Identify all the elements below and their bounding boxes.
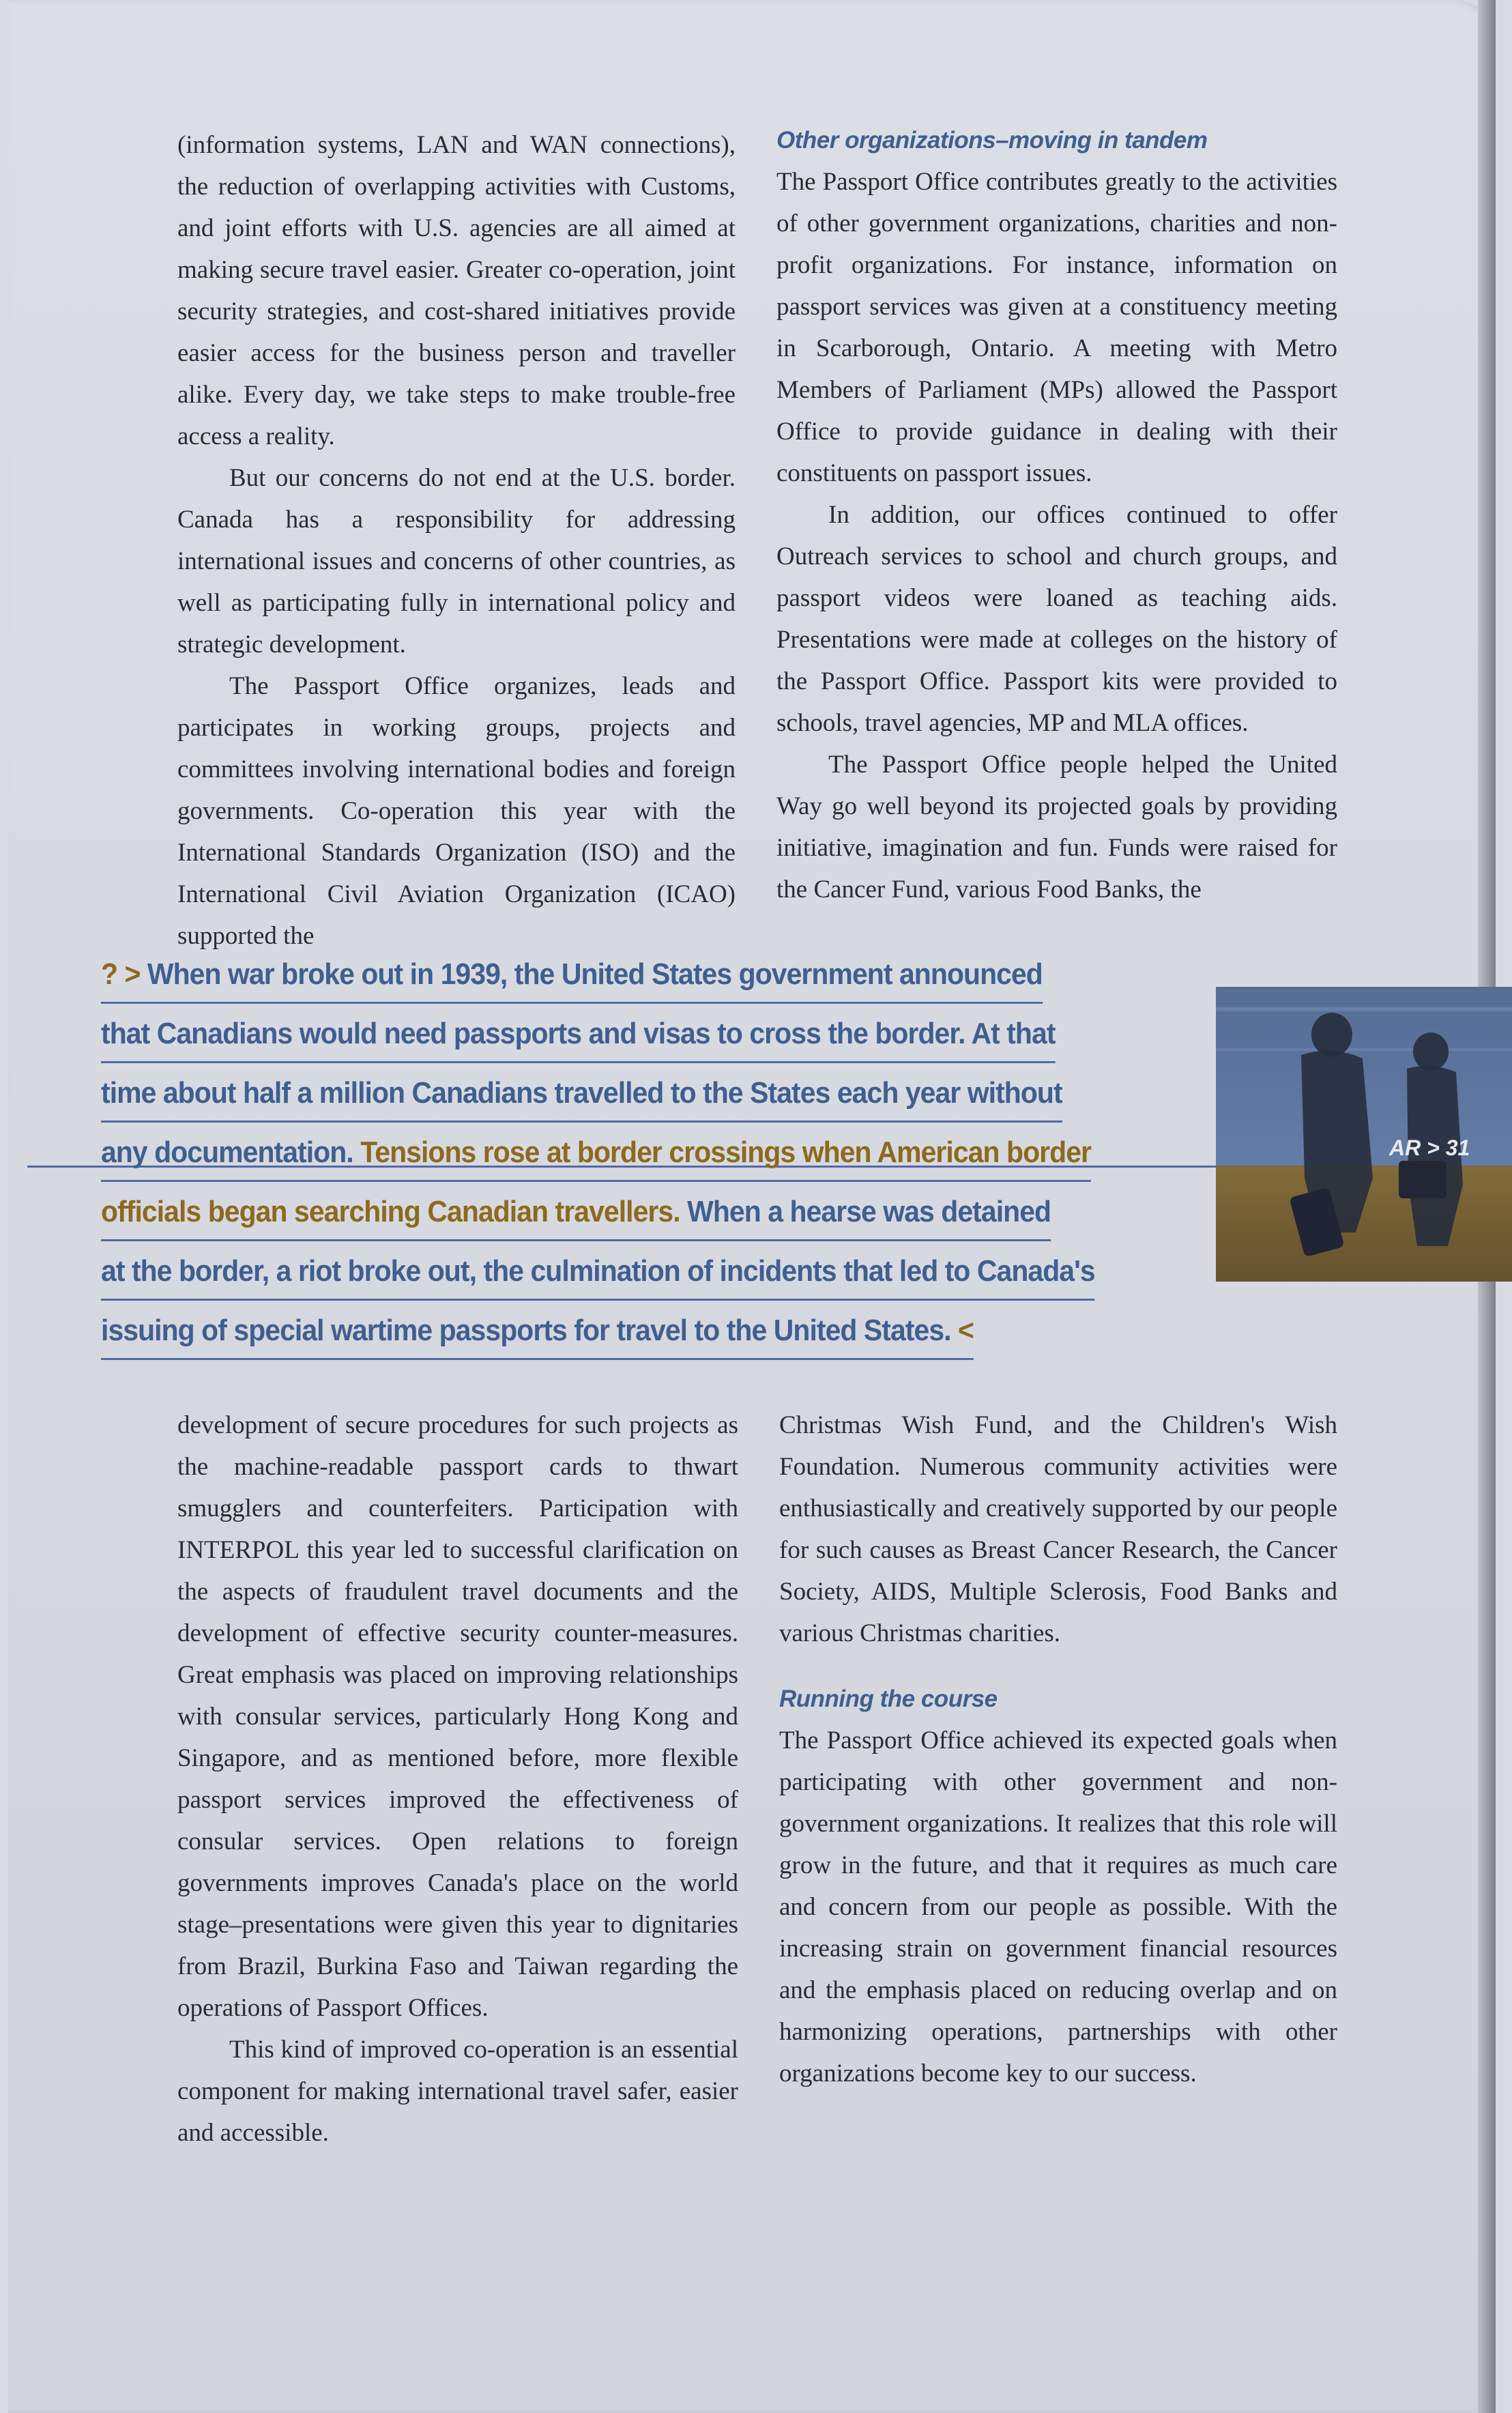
pull-quote-line — [101, 1066, 1062, 1123]
body-paragraph: This kind of improved co-operation is an essential component for making international travel safer, easier and accessible. — [177, 2036, 738, 2147]
body-paragraph: But our concerns do not end at the U.S. border. Canada has a responsibility for addressing international issues and concerns of other countries, as well as participating fully in international policy and strategic development. — [177, 464, 736, 659]
pull-quote-line — [101, 1125, 1091, 1182]
pull-quote-line — [101, 1244, 1095, 1301]
pull-quote-segment: time about half a million Canadians travelled to the States each year without — [101, 1076, 1062, 1110]
section-heading: Running the course — [779, 1686, 998, 1712]
close-quote-mark: < — [950, 1314, 974, 1347]
body-paragraph: The Passport Office contributes greatly to the activities of other government organizations, charities and non-profit organizations. For instance, information on passport services was given at a constituency meeting in Scarborough, Ontario. A meeting with Metro Members of Parliament (MPs) allowed the Passport Office to provide guidance in dealing with their constituents on passport issues. — [776, 168, 1337, 487]
pull-quote-line — [101, 1185, 1051, 1241]
photo-travellers — [1216, 987, 1512, 1282]
pull-quote-line — [101, 947, 1043, 1004]
pull-quote-segment: Tensions rose at border crossings when American border — [360, 1136, 1092, 1169]
pull-quote-segment: any documentation. — [101, 1136, 361, 1169]
body-paragraph: The Passport Office achieved its expected goals when participating with other government and non-government organizations. It realizes that this role will grow in the future, and that it requires as much care and concern from our people as possible. With the increasing strain on government financial resources and the emphasis placed on reducing overlap and on harmonizing operations, partnerships with other organizations become key to our success. — [779, 1726, 1337, 2087]
body-paragraph: The Passport Office organizes, leads and participates in working groups, projects and committees involving international bodies and foreign governments. Co-operation this year with the International Standards Organization (ISO) and the International Civil Aviation Organization (ICAO) supported the — [177, 672, 736, 950]
open-quote-mark: ? > — [101, 957, 147, 991]
pull-quote-segment: that Canadians would need passports and visas to cross the border. At that — [101, 1017, 1056, 1050]
column-top-left — [177, 124, 736, 957]
body-paragraph: (information systems, LAN and WAN connections), the reduction of overlapping activities with Customs, and joint efforts with U.S. agencies are all aimed at making secure travel easier. Greater co-operation, joint security strategies, and cost-shared initiatives provide easier access for the business person and traveller alike. Every day, we take steps to make trouble-free access a reality. — [177, 131, 736, 450]
spacer — [779, 1654, 1337, 1679]
pull-quote-segment: officials began searching Canadian travellers. — [101, 1195, 688, 1228]
body-paragraph: Christmas Wish Fund, and the Children's Wish Foundation. Numerous community activities were enthusiastically and creatively supported by our people for such causes as Breast Cancer Research, the Cancer Society, AIDS, Multiple Sclerosis, Food Banks and various Christmas charities. — [779, 1411, 1337, 1647]
pull-quote-line — [101, 1007, 1056, 1063]
body-paragraph: The Passport Office people helped the United Way go well beyond its projected goals by providing initiative, imagination and fun. Funds were raised for the Cancer Fund, various Food Banks, the — [776, 751, 1337, 904]
pull-quote — [101, 947, 1095, 1363]
body-paragraph: development of secure procedures for such projects as the machine-readable passport cards to thwart smugglers and counterfeiters. Participation with INTERPOL this year led to successful clarification on the aspects of fraudulent travel documents and the development of effective security counter-measures. Great emphasis was placed on improving relationships with consular services, particularly Hong Kong and Singapore, and as mentioned before, more flexible passport services improved the effectiveness of consular services. Open relations to foreign governments improves Canada's place on the world stage–presentations were given this year to dignitaries from Brazil, Burkina Faso and Taiwan regarding the operations of Passport Offices. — [177, 1411, 738, 2022]
pull-quote-line — [101, 1303, 974, 1360]
pull-quote-segment: at the border, a riot broke out, the culmination of incidents that led to Canada's — [101, 1254, 1095, 1288]
column-top-right — [776, 120, 1337, 910]
section-heading: Other organizations–moving in tandem — [776, 127, 1208, 154]
column-bottom-right — [779, 1404, 1337, 2094]
column-bottom-left — [177, 1404, 738, 2154]
pull-quote-segment: When war broke out in 1939, the United States government announced — [147, 957, 1043, 991]
body-paragraph: In addition, our offices continued to offer Outreach services to school and church groups, and passport videos were loaned as teaching aids. Presentations were made at colleges on the history of the Passport Office. Passport kits were provided to schools, travel agencies, MP and MLA offices. — [776, 501, 1337, 737]
pull-quote-segment: When a hearse was detained — [687, 1195, 1051, 1228]
page-number: AR > 31 — [1389, 1136, 1470, 1160]
pull-quote-segment: issuing of special wartime passports for travel to the United States. — [101, 1314, 951, 1347]
